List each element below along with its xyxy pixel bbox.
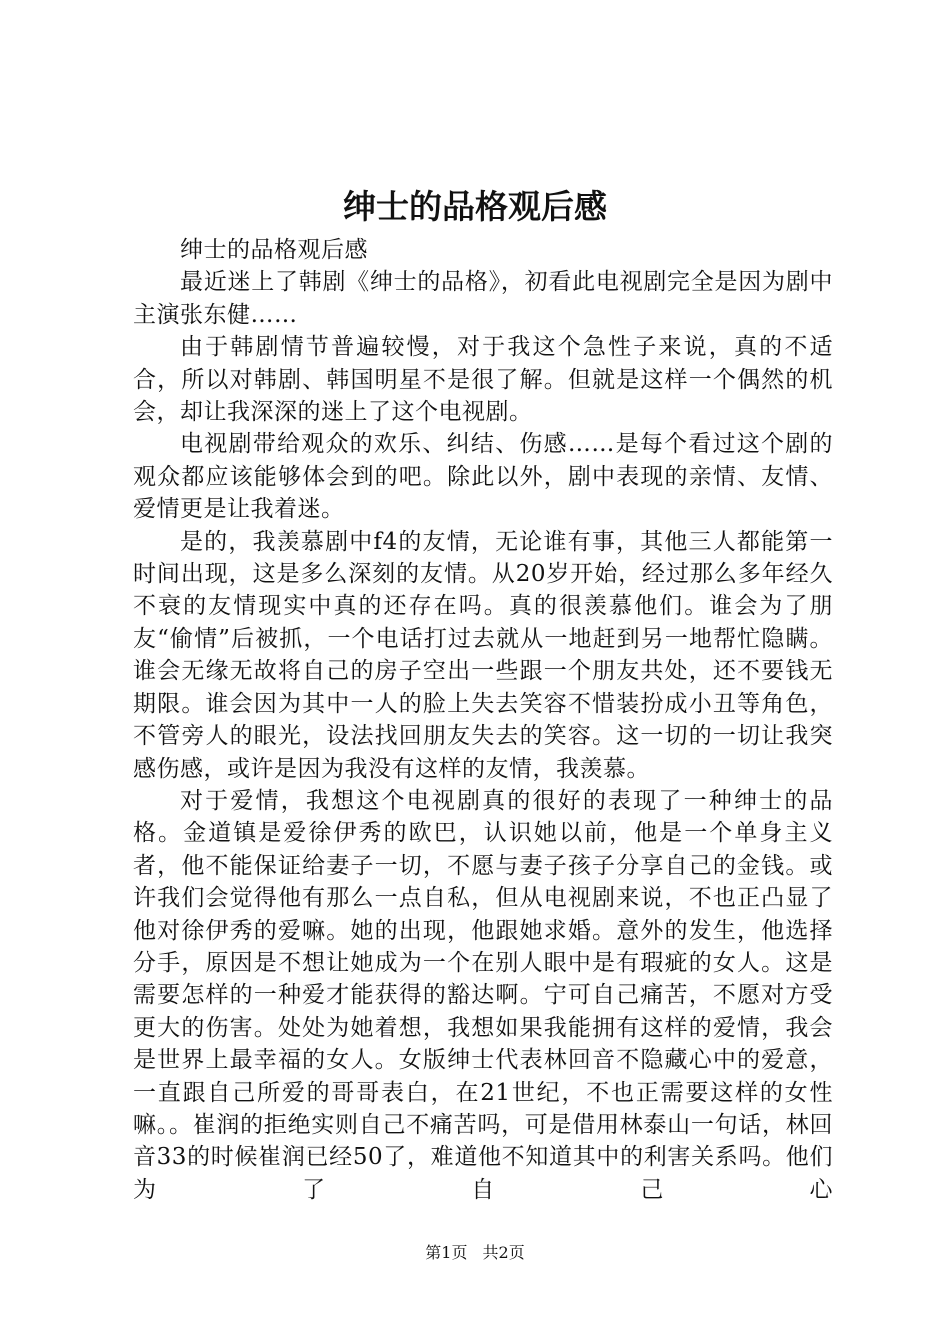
page-number: 第1页 bbox=[425, 1243, 468, 1262]
paragraph: 绅士的品格观后感 bbox=[180, 237, 368, 263]
paragraph: 由于韩剧情节普遍较慢，对于我这个急性子来说，真的不适合，所以对韩剧、韩国明星不是很了解。但就是这样一个偶然的机会，却让我深深的迷上了这个电视剧。 bbox=[133, 334, 833, 426]
paragraph: 最近迷上了韩剧《绅士的品格》，初看此电视剧完全是因为剧中主演张东健…… bbox=[133, 269, 833, 328]
paragraph: 是的，我羡慕剧中f4的友情，无论谁有事，其他三人都能第一时间出现，这是多么深刻的友情。从20岁开始，经过那么多年经久不衰的友情现实中真的还存在吗。真的很羡慕他们。谁会为了朋友“偷情”后被抓，一个电话打过去就从一地赶到另一地帮忙隐瞒。谁会无缘无故将自己的房子空出一些跟一个朋友共处，还不要钱无期限。谁会因为其中一人的脸上失去笑容不惜装扮成小丑等角色，不管旁人的眼光，设法找回朋友失去的笑容。这一切的一切让我突感伤感，或许是因为我没有这样的友情，我羡慕。 bbox=[133, 528, 833, 782]
paragraph: 电视剧带给观众的欢乐、纠结、伤感……是每个看过这个剧的观众都应该能够体会到的吧。除此以外，剧中表现的亲情、友情、爱情更是让我着迷。 bbox=[133, 431, 833, 523]
document-body bbox=[133, 234, 833, 1206]
page-footer bbox=[0, 1243, 950, 1263]
page-total: 共2页 bbox=[482, 1243, 525, 1262]
paragraph: 对于爱情，我想这个电视剧真的很好的表现了一种绅士的品格。金道镇是爱徐伊秀的欧巴，认识她以前，他是一个单身主义者，他不能保证给妻子一切，不愿与妻子孩子分享自己的金钱。或许我们会觉得他有那么一点自私，但从电视剧来说，不也正凸显了他对徐伊秀的爱嘛。她的出现，他跟她求婚。意外的发生，他选择分手，原因是不想让她成为一个在别人眼中是有瑕疵的女人。这是需要怎样的一种爱才能获得的豁达啊。宁可自己痛苦，不愿对方受更大的伤害。处处为她着想，我想如果我能拥有这样的爱情，我会是世界上最幸福的女人。女版绅士代表林回音不隐藏心中的爱意，一直跟自己所爱的哥哥表白，在21世纪，不也正需要这样的女性嘛。。崔润的拒绝实则自己不痛苦吗，可是借用林泰山一句话，林回音33的时候崔润已经50了，难道他不知道其中的利害关系吗。他们为了自己心 bbox=[133, 787, 833, 1203]
document-title: 绅士的品格观后感 bbox=[343, 187, 607, 226]
